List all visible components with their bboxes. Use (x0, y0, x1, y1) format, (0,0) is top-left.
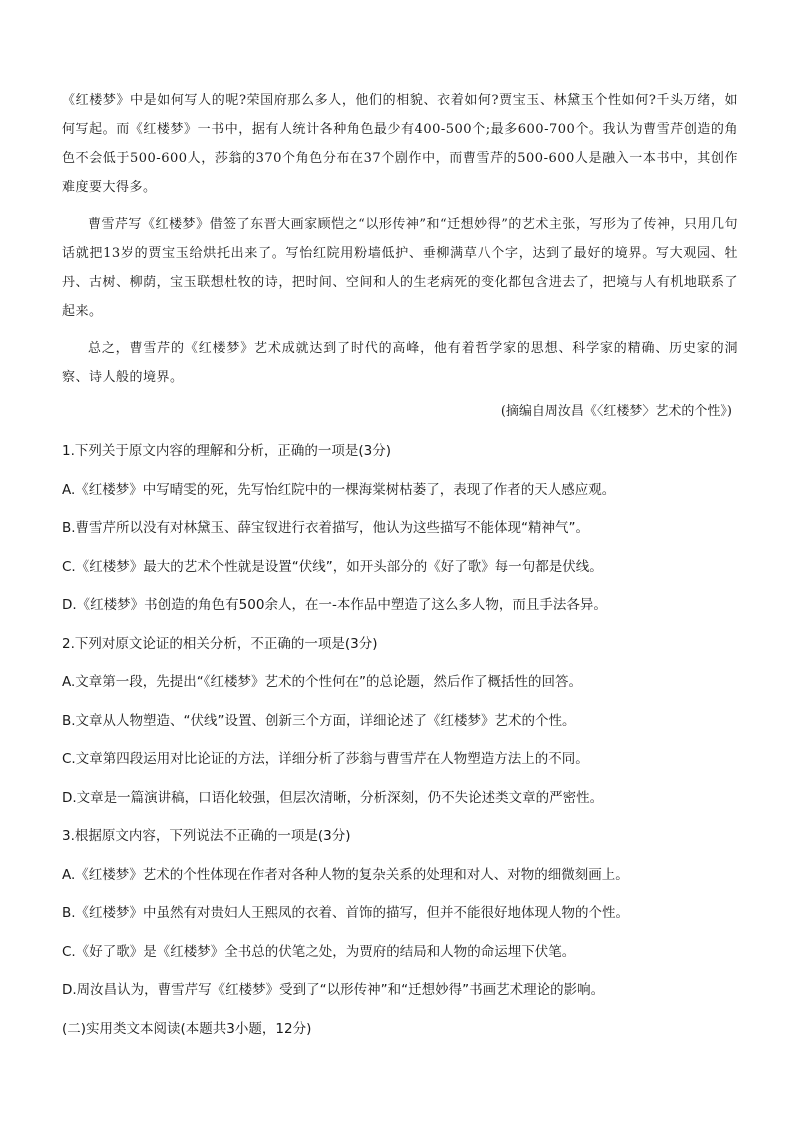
option-a: A.《红楼梦》艺术的个性体现在作者对各种人物的复杂关系的处理和对人、对物的细微刻画上。 (62, 866, 629, 883)
option-d: D.《红楼梦》书创造的角色有500余人，在一-本作品中塑造了这么多人物，而且手法各异。 (62, 597, 607, 613)
option-b: B.《红楼梦》中虽然有对贵妇人王熙凤的衣着、首饰的描写，但并不能很好地体现人物的个性。 (62, 905, 630, 921)
question-stem: 3.根据原文内容，下列说法不正确的一项是(3分) (62, 828, 351, 844)
exam-page (62, 86, 738, 1048)
option-c: C.文章第四段运用对比论证的方法，详细分析了莎翁与曹雪芹在人物塑造方法上的不同。 (62, 751, 589, 767)
option-b: B.曹雪芹所以没有对林黛玉、薛宝钗进行衣着描写，他认为这些描写不能体现“精神气”。 (62, 520, 590, 536)
section-heading: (二)实用类文本阅读(本题共3小题，12分) (62, 1020, 312, 1037)
option-d: D.文章是一篇演讲稿，口语化较强，但层次清晰，分析深刻，仍不失论述类文章的严密性。 (62, 789, 604, 806)
passage-paragraph-3: 总之，曹雪芹的《红楼梦》艺术成就达到了时代的高峰，他有着哲学家的思想、科学家的精确、历史家的洞察、诗人般的境界。 (62, 341, 738, 385)
question-stem: 1.下列关于原文内容的理解和分析，正确的一项是(3分) (62, 443, 392, 459)
question-2 (62, 625, 738, 818)
question-stem: 2.下列对原文论证的相关分析，不正确的一项是(3分) (62, 635, 378, 652)
option-c: C.《好了歌》是《红楼梦》全书总的伏笔之处，为贾府的结局和人物的命运埋下伏笔。 (62, 943, 576, 960)
option-a: A.《红楼梦》中写晴雯的死，先写怡红院中的一棵海棠树枯萎了，表现了作者的天人感应观。 (62, 481, 616, 498)
option-d: D.周汝昌认为，曹雪芹写《红楼梦》受到了“以形传神”和“迁想妙得”书画艺术理论的影响。 (62, 982, 605, 998)
option-b: B.文章从人物塑造、“伏线”设置、创新三个方面，详细论述了《红楼梦》艺术的个性。 (62, 712, 576, 729)
option-a: A.文章第一段，先提出“《红楼梦》艺术的个性何在”的总论题，然后作了概括性的回答。 (62, 674, 583, 690)
reading-passage (62, 86, 738, 426)
option-c: C.《红楼梦》最大的艺术个性就是设置“伏线”，如开头部分的《好了歌》每一句都是伏线。 (62, 558, 603, 575)
question-list (62, 432, 738, 1048)
passage-paragraph-1: 《红楼梦》中是如何写人的呢?荣国府那么多人，他们的相貌、衣着如何?贾宝玉、林黛玉个性如何?千头万绪，如何写起。而《红楼梦》一书中，据有人统计各种角色最少有400-500个;最多600-700个。我认为曹雪芹创造的角色不会低于500-600人，莎翁的370个角色分布在37个剧作中，而曹雪芹的500-600人是融入一本书中，其创作难度要大得多。 (62, 93, 738, 195)
passage-source: (摘编自周汝昌《〈红楼梦〉艺术的个性》) (500, 404, 732, 419)
question-3 (62, 817, 738, 1010)
question-1 (62, 432, 738, 625)
passage-paragraph-2: 曹雪芹写《红楼梦》借签了东晋大画家顾恺之“以形传神”和“迁想妙得”的艺术主张，写形为了传神，只用几句话就把13岁的贾宝玉给烘托出来了。写怡红院用粉墙低护、垂柳满草八个字，达到了最好的境界。写大观园、牡丹、古树、柳荫，宝玉联想杜牧的诗，把时间、空间和人的生老病死的变化都包含进去了，把境与人有机地联系了起来。 (62, 217, 738, 319)
